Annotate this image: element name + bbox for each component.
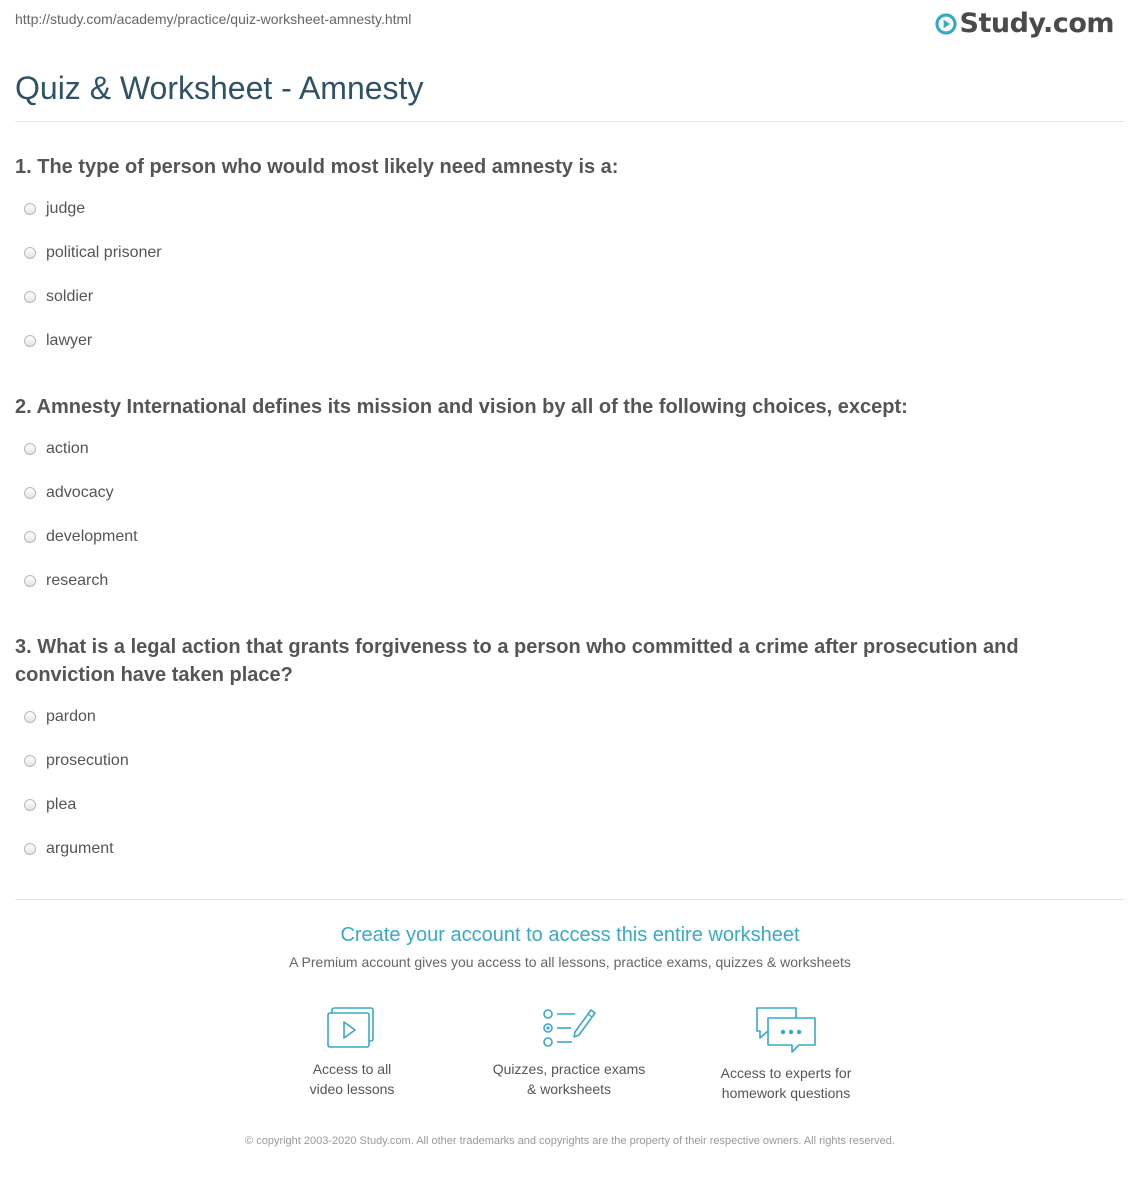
answer-label: argument (46, 840, 114, 857)
radio-button[interactable] (24, 335, 36, 347)
answer-label: pardon (46, 708, 96, 725)
question-text: 1. The type of person who would most likely need amnesty is a: (15, 156, 619, 178)
chat-bubbles-icon (754, 1005, 818, 1055)
answer-option[interactable] (15, 565, 1115, 609)
feature-label-line: Quizzes, practice exams (492, 1061, 646, 1077)
answer-label: judge (46, 200, 86, 217)
feature-quizzes (469, 1005, 669, 1099)
answer-option[interactable] (15, 477, 1115, 521)
radio-button[interactable] (24, 247, 36, 259)
answer-option[interactable] (15, 789, 1115, 833)
feature-video-lessons (252, 1005, 452, 1099)
radio-button[interactable] (24, 443, 36, 455)
answer-option[interactable] (15, 433, 1115, 477)
answer-option[interactable] (15, 237, 1115, 281)
radio-button[interactable] (24, 711, 36, 723)
feature-label (686, 1063, 886, 1103)
radio-button[interactable] (24, 531, 36, 543)
page-title: Quiz & Worksheet - Amnesty (15, 70, 424, 106)
answer-label: soldier (46, 288, 94, 305)
answer-label: prosecution (46, 752, 129, 769)
answer-option[interactable] (15, 325, 1115, 369)
answer-option[interactable] (15, 701, 1115, 745)
radio-button[interactable] (24, 487, 36, 499)
page-url: http://study.com/academy/practice/quiz-worksheet-amnesty.html (15, 11, 412, 27)
answer-option[interactable] (15, 521, 1115, 565)
logo-text: Study.com (959, 8, 1114, 39)
feature-label-line: & worksheets (526, 1081, 612, 1097)
radio-button[interactable] (24, 291, 36, 303)
feature-label-line: video lessons (309, 1081, 395, 1097)
study-logo[interactable] (935, 8, 1114, 39)
feature-label (469, 1059, 669, 1099)
question-2 (15, 393, 1115, 609)
answer-option[interactable] (15, 745, 1115, 789)
cta-title-link[interactable]: Create your account to access this entire worksheet (340, 924, 800, 946)
radio-button[interactable] (24, 755, 36, 767)
question-1 (15, 153, 1115, 369)
radio-button[interactable] (24, 575, 36, 587)
answer-label: advocacy (46, 484, 114, 501)
answer-label: political prisoner (46, 244, 162, 261)
answer-option[interactable] (15, 281, 1115, 325)
question-text: 3. What is a legal action that grants forgiveness to a person who committed a crime after prosecution and conviction have taken place? (15, 636, 1019, 686)
feature-label (252, 1059, 452, 1099)
answer-label: action (46, 440, 89, 457)
feature-label-line: Access to experts for (720, 1065, 852, 1081)
question-text: 2. Amnesty International defines its mission and vision by all of the following choices, except: (15, 396, 908, 418)
play-circle-icon (935, 13, 957, 35)
copyright-notice: © copyright 2003-2020 Study.com. All other trademarks and copyrights are the property of their respective owners. All rights reserved. (245, 1135, 895, 1147)
quiz-checklist-icon (540, 1005, 598, 1051)
feature-label-line: homework questions (721, 1085, 851, 1101)
answer-option[interactable] (15, 833, 1115, 877)
feature-experts (686, 1005, 886, 1103)
question-3 (15, 633, 1115, 877)
answer-label: plea (46, 796, 77, 813)
divider (15, 899, 1125, 900)
radio-button[interactable] (24, 843, 36, 855)
answer-option[interactable] (15, 193, 1115, 237)
divider (15, 121, 1125, 122)
answer-label: research (46, 572, 109, 589)
answer-label: development (46, 528, 138, 545)
feature-label-line: Access to all (312, 1061, 392, 1077)
radio-button[interactable] (24, 203, 36, 215)
radio-button[interactable] (24, 799, 36, 811)
cta-subtitle: A Premium account gives you access to all lessons, practice exams, quizzes & worksheets (289, 954, 851, 970)
answer-label: lawyer (46, 332, 93, 349)
video-lessons-icon (325, 1005, 379, 1051)
